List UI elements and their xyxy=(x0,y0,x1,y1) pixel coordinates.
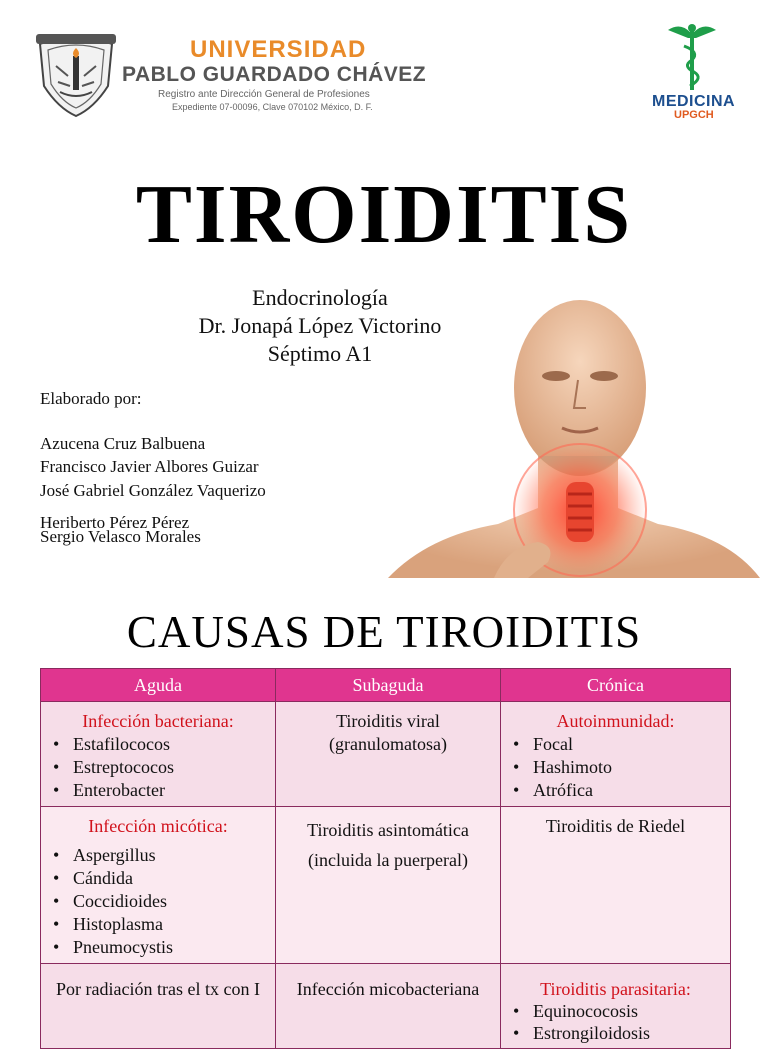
caduceus-icon xyxy=(664,20,720,92)
professor-label: Dr. Jonapá López Victorino xyxy=(198,313,442,338)
list-item: • Enterobacter xyxy=(73,779,269,802)
list-item: • Equinococosis xyxy=(533,1000,724,1022)
table-row xyxy=(41,807,731,964)
cell-heading: Tiroiditis parasitaria: xyxy=(540,979,691,999)
list-item: • Coccidioides xyxy=(73,890,269,913)
author-name: Francisco Javier Albores Guizar xyxy=(40,457,259,476)
table-cell xyxy=(276,702,501,807)
list-item: • Estreptococos xyxy=(73,756,269,779)
list-item: • Hashimoto xyxy=(533,756,724,779)
list-item: • Estafilococos xyxy=(73,733,269,756)
header-subaguda: Subaguda xyxy=(276,669,501,702)
author-name: José Gabriel González Vaquerizo xyxy=(40,481,266,500)
cause-list xyxy=(507,733,724,802)
cell-text: Infección micobacteriana xyxy=(296,979,480,999)
medicina-logo-subtext: UPGCH xyxy=(674,109,714,121)
university-name-line1: UNIVERSIDAD xyxy=(190,36,367,63)
author-name: Heriberto Pérez Pérez xyxy=(40,513,190,532)
cell-text: Tiroiditis asintomática xyxy=(307,820,469,840)
university-name-line2: PABLO GUARDADO CHÁVEZ xyxy=(122,63,427,86)
medicina-logo-text: MEDICINA xyxy=(652,93,736,110)
list-item: • Histoplasma xyxy=(73,913,269,936)
table-cell xyxy=(501,964,731,1049)
table-row xyxy=(41,702,731,807)
header-aguda: Aguda xyxy=(41,669,276,702)
university-registration: Registro ante Dirección General de Profesiones xyxy=(158,89,370,100)
page-title: TIROIDITIS xyxy=(135,168,633,261)
list-item: • Pneumocystis xyxy=(73,936,269,959)
list-item: • Focal xyxy=(533,733,724,756)
cause-list xyxy=(47,733,269,802)
university-file-number: Expediente 07-00096, Clave 070102 México, D. F. xyxy=(172,102,373,112)
cell-heading: Autoinmunidad: xyxy=(556,711,675,731)
cause-list xyxy=(507,1000,724,1044)
cell-text: (granulomatosa) xyxy=(329,734,447,754)
thyroid-pain-illustration xyxy=(388,296,760,578)
list-item: • Aspergillus xyxy=(73,844,269,867)
cell-heading: Infección bacteriana: xyxy=(82,711,234,731)
cell-text: (incluida la puerperal) xyxy=(308,850,468,870)
cell-heading: Infección micótica: xyxy=(88,816,228,836)
section-title: CAUSAS DE TIROIDITIS xyxy=(126,607,642,657)
university-crest-logo xyxy=(34,26,118,118)
authors-heading: Elaborado por: xyxy=(40,389,142,408)
cause-list xyxy=(47,844,269,959)
list-item: • Atrófica xyxy=(533,779,724,802)
subject-label: Endocrinología xyxy=(252,285,388,310)
author-name: Azucena Cruz Balbuena xyxy=(40,434,206,453)
table-row xyxy=(41,964,731,1049)
table-cell xyxy=(501,702,731,807)
table-cell xyxy=(276,807,501,964)
list-item: • Cándida xyxy=(73,867,269,890)
header-cronica: Crónica xyxy=(501,669,731,702)
causes-table xyxy=(40,668,731,1049)
table-header-row xyxy=(41,669,731,702)
table-cell xyxy=(501,807,731,964)
list-item: • Estrongiloidosis xyxy=(533,1022,724,1044)
cell-text: Por radiación tras el tx con I xyxy=(56,979,260,999)
table-cell xyxy=(41,702,276,807)
cell-text: Tiroiditis viral xyxy=(336,711,440,731)
table-cell xyxy=(276,964,501,1049)
table-cell xyxy=(41,964,276,1049)
author-name: Sergio Velasco Morales xyxy=(40,527,201,546)
cell-text: Tiroiditis de Riedel xyxy=(545,816,686,836)
group-label: Séptimo A1 xyxy=(267,341,373,366)
table-cell xyxy=(41,807,276,964)
